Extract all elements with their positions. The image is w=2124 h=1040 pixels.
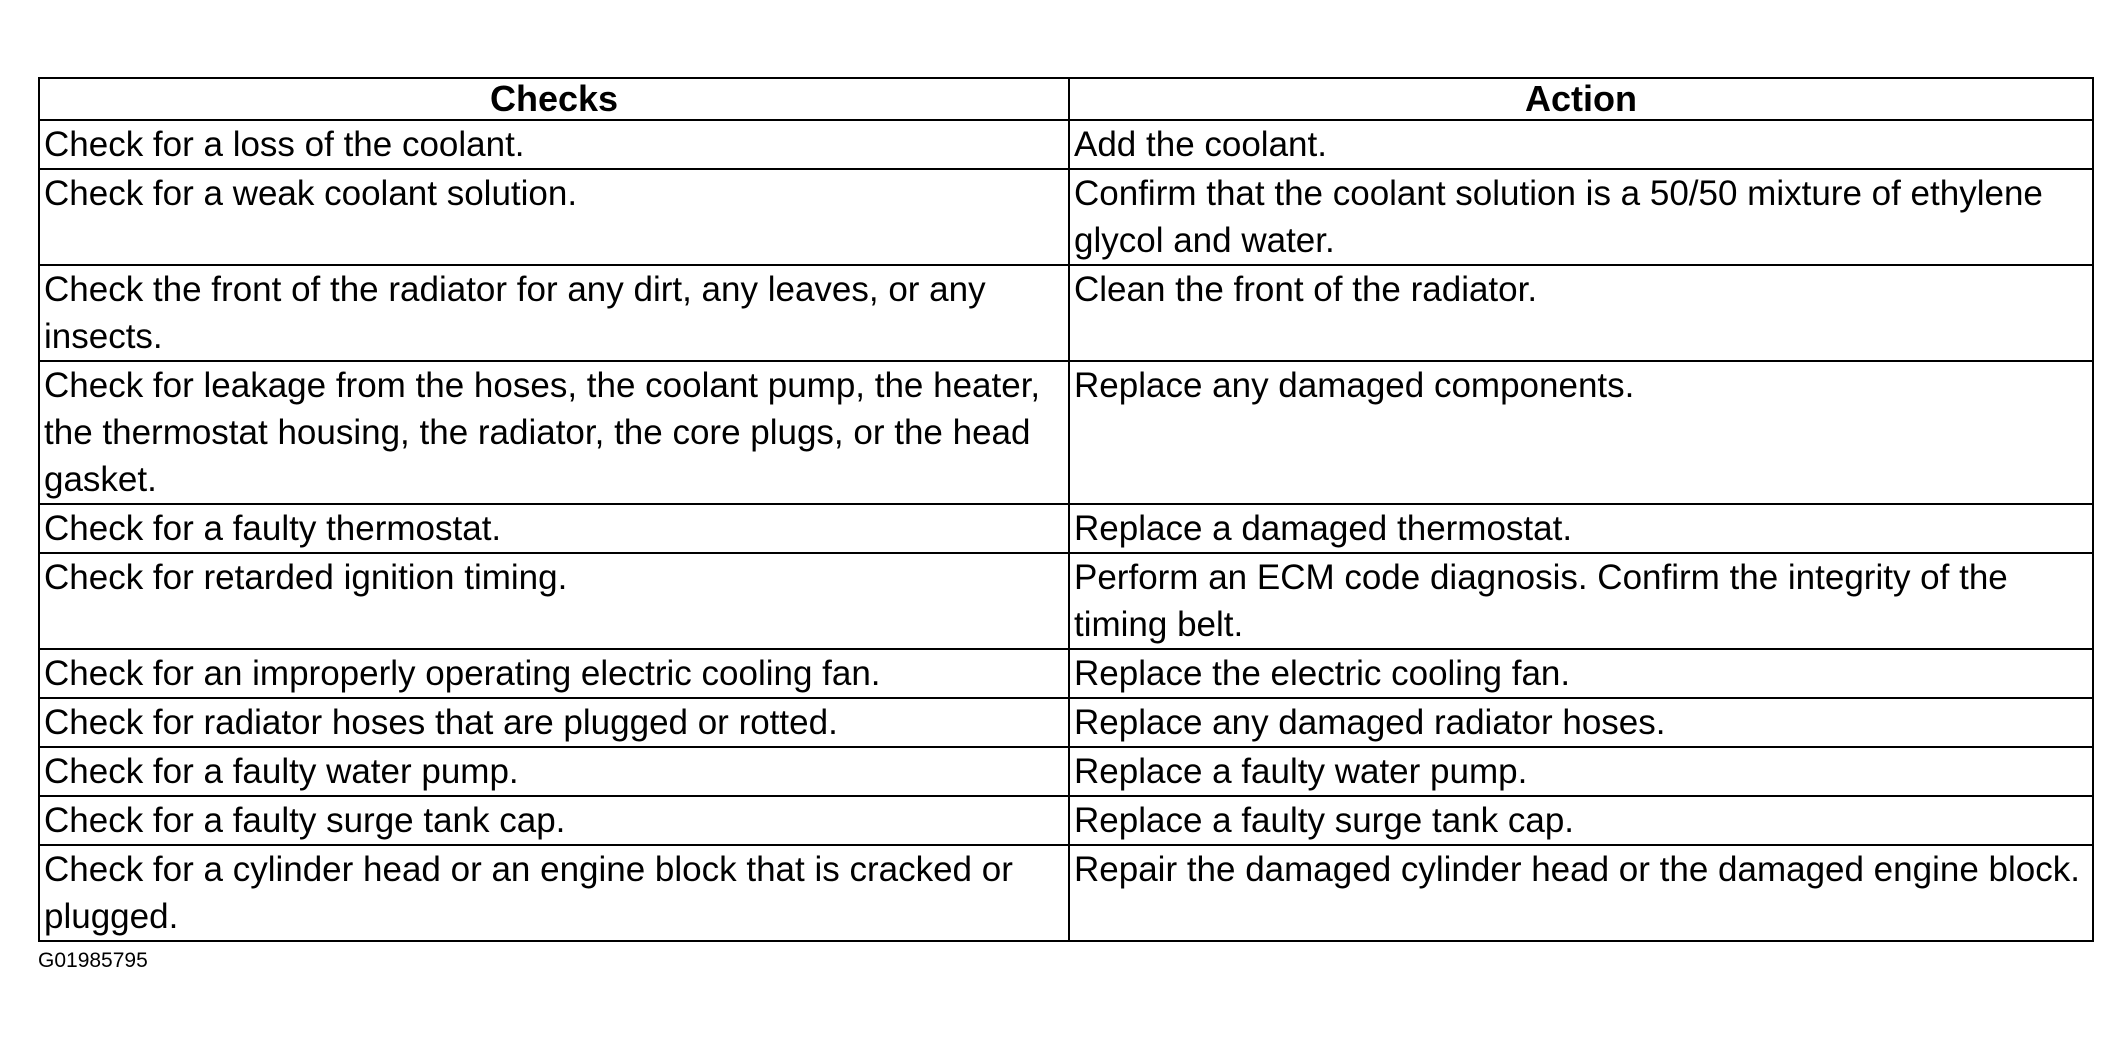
check-cell: Check for leakage from the hoses, the coolant pump, the heater, the thermostat housing, the radiator, the core plugs, or the head gasket. [39, 361, 1069, 504]
check-cell: Check for retarded ignition timing. [39, 553, 1069, 649]
action-cell: Confirm that the coolant solution is a 50/50 mixture of ethylene glycol and water. [1069, 169, 2093, 265]
table-row [39, 649, 2093, 698]
check-cell: Check for a weak coolant solution. [39, 169, 1069, 265]
check-cell: Check for an improperly operating electric cooling fan. [39, 649, 1069, 698]
table-row [39, 845, 2093, 941]
check-cell: Check for a loss of the coolant. [39, 120, 1069, 169]
figure-id: G01985795 [38, 949, 148, 972]
action-cell: Replace any damaged components. [1069, 361, 2093, 504]
check-cell: Check for a faulty water pump. [39, 747, 1069, 796]
table-row [39, 120, 2093, 169]
action-cell: Replace a faulty water pump. [1069, 747, 2093, 796]
action-cell: Perform an ECM code diagnosis. Confirm the integrity of the timing belt. [1069, 553, 2093, 649]
action-cell: Add the coolant. [1069, 120, 2093, 169]
action-cell: Replace the electric cooling fan. [1069, 649, 2093, 698]
check-cell: Check for a faulty thermostat. [39, 504, 1069, 553]
table-row [39, 747, 2093, 796]
table-row [39, 361, 2093, 504]
table-row [39, 553, 2093, 649]
table-row [39, 169, 2093, 265]
table-row [39, 796, 2093, 845]
action-cell: Repair the damaged cylinder head or the damaged engine block. [1069, 845, 2093, 941]
check-cell: Check for a faulty surge tank cap. [39, 796, 1069, 845]
action-cell: Replace a faulty surge tank cap. [1069, 796, 2093, 845]
check-cell: Check for a cylinder head or an engine block that is cracked or plugged. [39, 845, 1069, 941]
table-row [39, 504, 2093, 553]
table-header-row [39, 78, 2093, 120]
column-header-action: Action [1069, 78, 2093, 120]
check-cell: Check for radiator hoses that are plugged or rotted. [39, 698, 1069, 747]
action-cell: Replace any damaged radiator hoses. [1069, 698, 2093, 747]
diagnosis-table [38, 77, 2094, 942]
action-cell: Replace a damaged thermostat. [1069, 504, 2093, 553]
action-cell: Clean the front of the radiator. [1069, 265, 2093, 361]
column-header-checks: Checks [39, 78, 1069, 120]
check-cell: Check the front of the radiator for any dirt, any leaves, or any insects. [39, 265, 1069, 361]
table-row [39, 698, 2093, 747]
table-row [39, 265, 2093, 361]
